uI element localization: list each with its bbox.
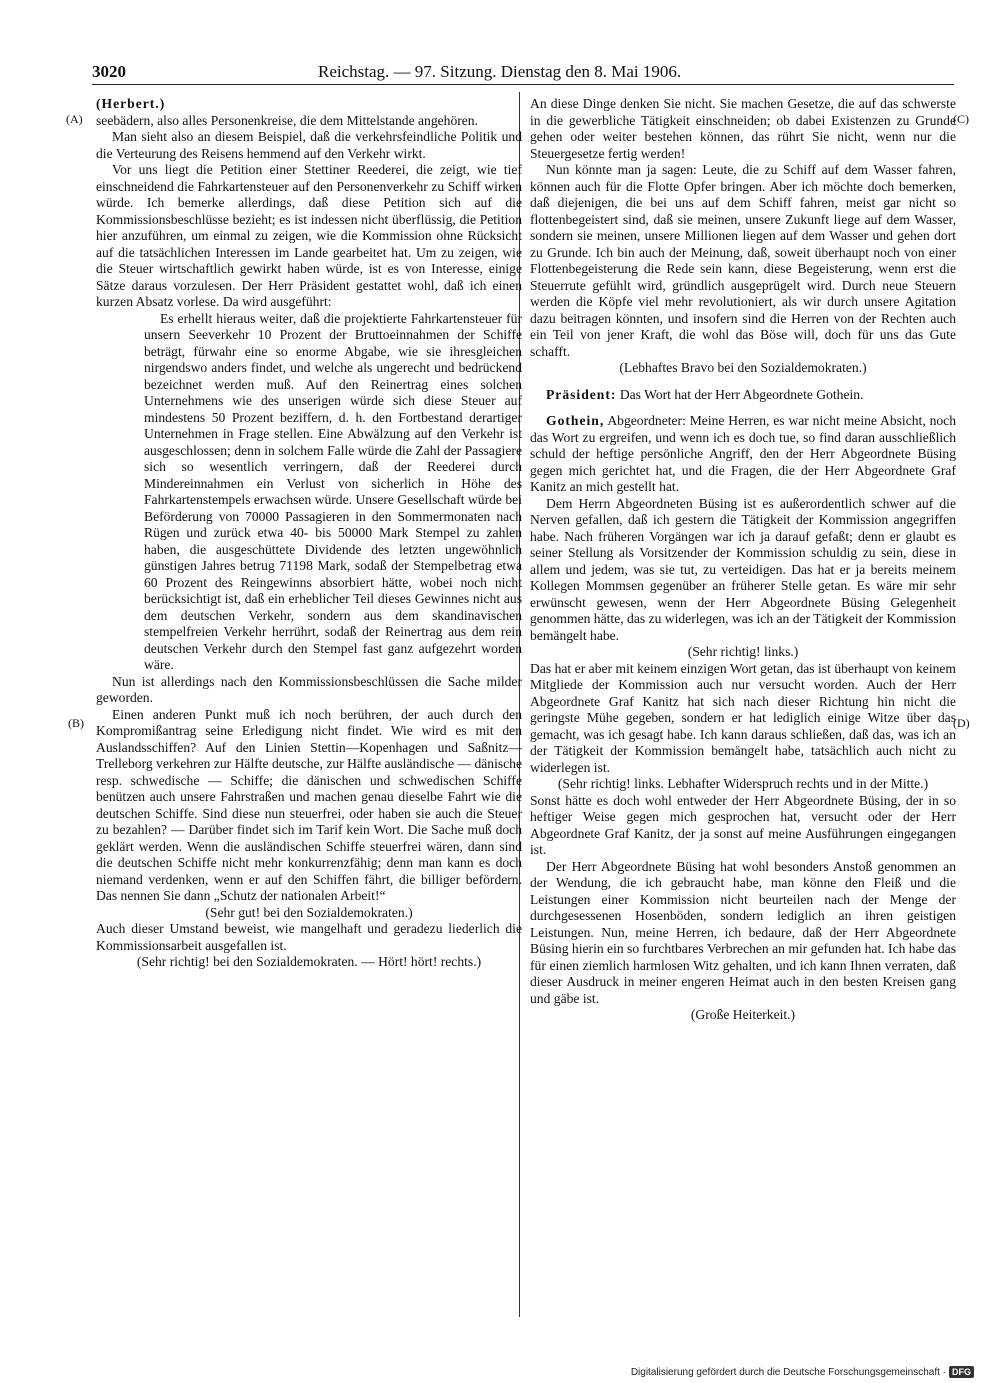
- paragraph: seebädern, also alles Personenkreise, die dem Mittelstande angehören.: [96, 112, 479, 128]
- quoted-petition: Es erhellt hieraus weiter, daß die projektierte Fahrkartensteuer für unsern Seeverkehr 10 Prozent der Bruttoeinnahmen der Schiffe beträgt, fürwahr eine so enorme Abgabe, wie sie ihresgleichen nirgendswo anders findet, und welche als ungerecht und bedrückend bezeichnet werden muß. Auf den Reinertrag eines solchen Unternehmens wie des unserigen würde sich diese Steuer auf mindestens 50 Prozent beziffern, d. h. den Fortbestand derartiger Unternehmen in Frage stellen. Eine Abwälzung auf den Verkehr ist ausgeschlossen; denn in solchem Falle würde die Zahl der Passagiere sich so wesentlich verringern, daß der Reederei durch Mindereinnahmen ein Verlust von sicherlich in Höhe des Fahrkartenstempels erwachsen würde. Unsere Gesellschaft würde bei Beförderung von 70000 Passagieren in den Sommermonaten nach Rügen und zurück etwa 40- bis 50000 Mark Stempel zu zahlen haben, die ausgeschüttete Dividende des letzten ungewöhnlich günstigen Jahres betrug 71198 Mark, sodaß der Stempelbetrag etwa 60 Prozent des Reingewinns absorbiert hätte, wobei noch nicht berücksichtigt ist, daß ein erheblicher Teil dieses Gewinnes nicht aus dem deutschen Verkehr, sondern aus dem skandinavischen stempelfreien Verkehr herrührt, sodaß der Reinertrag aus dem rein deutschen Verkehr durch den Stempel fast ganz aufgezehrt worden wäre.: [144, 310, 522, 672]
- paragraph: Dem Herrn Abgeordneten Büsing ist es außerordentlich schwer auf die Nerven gefallen, daß ich gestern die Tätigkeit der Kommission angegriffen habe. Nach früheren Vorgängen war ich ja darauf gefaßt; denn er glaubt es seiner Stellung als Vorsitzender der Kommission schuldig zu sein, diese in allem und jedem, was sie tut, zu verteidigen. Das hat er ja bereits meinem Kollegen Mommsen gegenüber an früherer Stelle getan. Es wäre mir sehr erwünscht gewesen, wenn der Herr Abgeordnete Büsing Gelegenheit genommen hätte, das zu widerlegen, was ich an der Tätigkeit der Kommission bemängelt habe.: [530, 495, 956, 643]
- speaker-name: Gothein,: [546, 413, 605, 428]
- speaker-name: Präsident:: [546, 386, 617, 402]
- paragraph: Man sieht also an diesem Beispiel, daß die verkehrsfeindliche Politik und die Verteurung des Reisens hemmend auf den Verkehr wirkt.: [96, 129, 522, 161]
- left-column: [96, 96, 522, 971]
- paragraph: Einen anderen Punkt muß ich noch berühren, der auch durch den Kompromißantrag seine Erledigung nicht findet. Wie wird es mit den Auslandsschiffen? Auf den Linien Stettin—Kopenhagen und Saßnitz—Trelleborg verkehren zur Hälfte deutsche, zur Hälfte ausländische — dänische resp. schwedische — Schiffe; die dänischen und schwedischen Schiffe benützen auch unsere Fahrstraßen und machen genau dieselbe Fahrt wie die deutschen Schiffe. Sind diese nun steuerfrei, oder haben sie auch die Steuer zu bezahlen? — Darüber findet sich im Tarif kein Wort. Die Sache muß doch geklärt werden. Wenn die ausländischen Schiffe steuerfrei wären, dann sind die deutschen Schiffe nicht mehr konkurrenzfähig; denn man kann es doch niemand verdenken, wenn er auf den Schiffen fährt, die billiger befördern. Das nennen Sie dann „Schutz der nationalen Arbeit!“: [96, 706, 522, 903]
- paragraph: An diese Dinge denken Sie nicht. Sie machen Gesetze, die auf das schwerste in die gewerbliche Tätigkeit einschneiden; ob dabei Existenzen zu Grunde gehen oder weiter bestehen können, das rührt Sie nicht, wenn nur die Steuergesetze fertig werden!: [530, 96, 956, 161]
- right-column: [530, 96, 956, 1024]
- paragraph: Das hat er aber mit keinem einzigen Wort getan, das ist überhaupt von keinem Mitgliede der Kommission auch nur versucht worden. Auch der Herr Abgeordnete Graf Kanitz hat sich nach dieser Richtung hin nicht die geringste Mühe gegeben, sondern er hat lediglich einige Witze über das gemacht, was ich gesagt habe. Ich kann daraus schließen, daß das, was ich an der Tätigkeit der Kommission bemängelt habe, tatsächlich auch nicht zu widerlegen ist.: [530, 660, 956, 775]
- page-number: 3020: [92, 62, 126, 81]
- speaker-paragraph: Gothein, Abgeordneter: Meine Herren, es war nicht meine Absicht, noch das Wort zu ergreifen, und wenn ich es doch tue, so find daran ausschließlich schuld der heftige persönliche Angriff, den der Herr Abgeordnete Büsing gegen mich gerichtet hat, und die Fragen, die der Herr Abgeordnete Graf Kanitz an mich gestellt hat.: [530, 413, 956, 494]
- interjection: (Sehr gut! bei den Sozialdemokraten.): [205, 904, 413, 920]
- page-header: [92, 62, 954, 85]
- paragraph: Vor uns liegt die Petition einer Stettiner Reederei, die zeigt, wie tief einschneidend die Fahrkartensteuer auf den Personenverkehr zu Schiff wirken würde. Ich bemerke allerdings, daß diese Petition sich auf die Kommissionsbeschlüsse bezieht; es ist indessen nicht überflüssig, die Petition hier anzuführen, um einmal zu zeigen, wie die Kommission ohne Rücksicht auf die tatsächlichen Interessen im Lande gearbeitet hat. Um zu zeigen, wie die Steuer wirtschaftlich gewirkt haben würde, ist es von Interesse, einige Sätze daraus vorzulesen. Der Herr Präsident gestattet wohl, daß ich einen kurzen Absatz vorlese. Da wird ausgeführt:: [96, 162, 522, 309]
- paragraph: Sonst hätte es doch wohl entweder der Herr Abgeordnete Büsing, der in so heftiger Weise gegen mich gesprochen hat, versucht oder der Herr Abgeordnete Graf Kanitz, der ja sonst auf meine Ausführungen eingegangen ist.: [530, 792, 956, 857]
- margin-marker-c: (C): [953, 112, 969, 126]
- running-title: Reichstag. — 97. Sitzung. Dienstag den 8. Mai 1906.: [318, 62, 682, 81]
- paragraph: Auch dieser Umstand beweist, wie mangelhaft und geradezu liederlich die Kommissionsarbeit ausgefallen ist.: [96, 921, 522, 953]
- interjection: (Große Heiterkeit.): [690, 1007, 796, 1022]
- interjection: (Lebhaftes Bravo bei den Sozialdemokraten.): [619, 360, 867, 375]
- paragraph: Nun ist allerdings nach den Kommissionsbeschlüssen die Sache milder geworden.: [96, 673, 522, 705]
- margin-marker-a: (A): [66, 112, 83, 126]
- credit-text: Digitalisierung gefördert durch die Deutsche Forschungsgemeinschaft ·: [630, 1367, 946, 1378]
- digitization-credit: [631, 1366, 974, 1378]
- speaker-continued: (Herbert.): [96, 96, 166, 111]
- interjection: (Sehr richtig! links. Lebhafter Widerspruch rechts und in der Mitte.): [557, 776, 929, 791]
- paragraph: Der Herr Abgeordnete Büsing hat wohl besonders Anstoß genommen an der Wendung, die ich gebraucht habe, man könne den Fleiß und die Leistungen einer Kommission nicht beurteilen nach der Menge der durchgesessenen Hosenböden, sondern lediglich an ihren geistigen Leistungen. Nun, meine Herren, ich bedaure, daß der Herr Abgeordnete Büsing hierin ein so furchtbares Verbrechen an mir gefunden hat. Ich habe das für einen ziemlich harmlosen Witz gehalten, und ich kann Ihnen verraten, daß dieser Ausdruck in meiner engeren Heimat auch in den besten Kreisen gang und gäbe ist.: [530, 858, 956, 1006]
- interjection: (Sehr richtig! links.): [687, 644, 799, 659]
- interjection: (Sehr richtig! bei den Sozialdemokraten. — Hört! hört! rechts.): [136, 954, 482, 969]
- margin-marker-d: (D): [953, 716, 970, 730]
- dfg-logo: DFG: [949, 1366, 974, 1378]
- margin-marker-b: (B): [68, 716, 84, 730]
- speaker-paragraph: Präsident: Das Wort hat der Herr Abgeordnete Gothein.: [546, 386, 864, 402]
- paragraph: Nun könnte man ja sagen: Leute, die zu Schiff auf dem Wasser fahren, können auch für die Flotte Opfer bringen. Aber ich möchte doch bemerken, daß diejenigen, die bei uns auf dem Schiff fahren, meist gar nicht so flottenbegeistert sind, daß sie meinen, unsere Zukunft liege auf dem Wasser, sondern sie meinen, unsere Millionen liegen auf dem Wasser und gehen dort zu Grunde. Ich bin auch der Meinung, daß, soweit überhaupt noch von einer Flottenbegeisterung die Rede sein kann, diese Begeisterung, wenn erst die Steuerrute gefühlt wird, gründlich ausgeprügelt wird. Durch neue Steuern werden die Köpfe viel mehr revolutioniert, als wir durch unsere Agitation dazu beitragen könnten, und insofern sind die Herren von der Rechten auch ein Teil von jener Kraft, die wohl das Böse will, doch für uns das Gute schafft.: [530, 162, 956, 359]
